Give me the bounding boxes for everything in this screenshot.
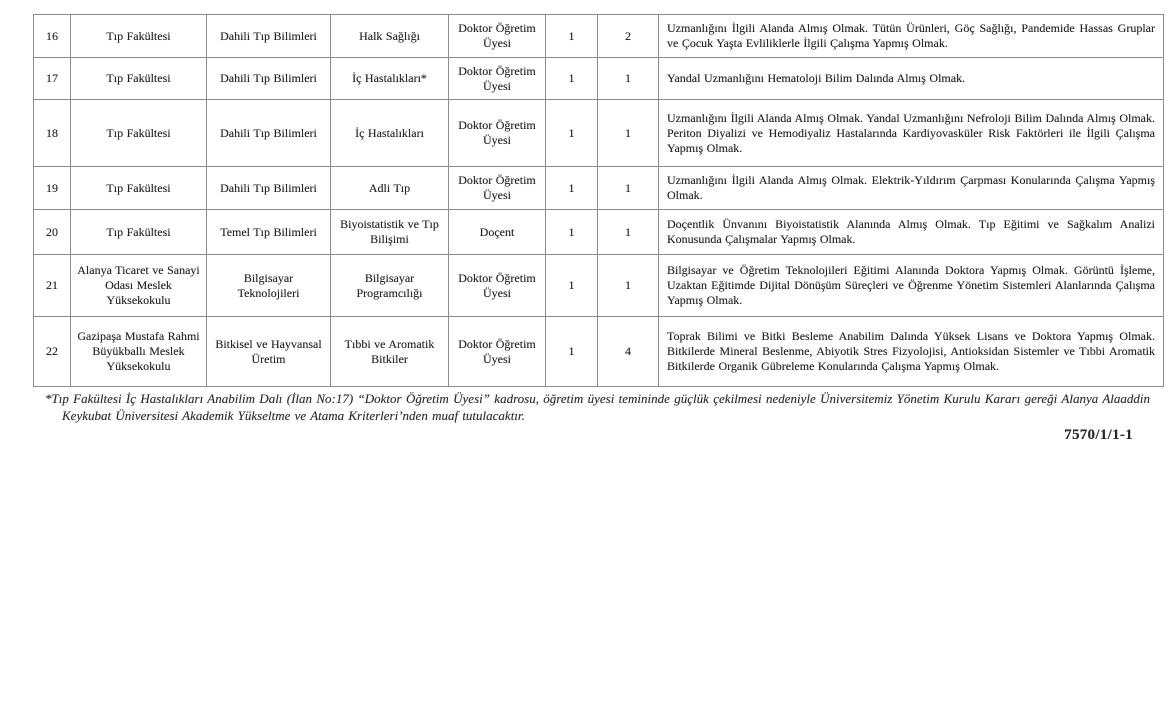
department-cell: Dahili Tıp Bilimleri (207, 167, 331, 210)
unit-cell: Gazipaşa Mustafa Rahmi Büyükballı Meslek Yüksekokulu (71, 317, 207, 387)
program-cell: Halk Sağlığı (331, 15, 449, 58)
program-cell: İç Hastalıkları (331, 100, 449, 167)
unit-cell: Tıp Fakültesi (71, 15, 207, 58)
no-cell: 22 (34, 317, 71, 387)
department-cell: Dahili Tıp Bilimleri (207, 100, 331, 167)
requirement-cell: Bilgisayar ve Öğretim Teknolojileri Eğitimi Alanında Doktora Yapmış Olmak. Görüntü İşleme, Uzaktan Eğitimde Dijital Dönüşüm Süreçleri ve Öğrenme Yönetim Sistemleri Alanlarında Çalışma Yapmış Olmak. (659, 255, 1164, 317)
department-cell: Temel Tıp Bilimleri (207, 210, 331, 255)
count-cell: 1 (598, 210, 659, 255)
department-cell: Bilgisayar Teknolojileri (207, 255, 331, 317)
table-row (34, 317, 1164, 387)
reference-number: 7570/1/1-1 (1064, 427, 1133, 443)
grade-cell: 1 (546, 58, 598, 100)
title-cell: Doktor Öğretim Üyesi (449, 15, 546, 58)
department-cell: Dahili Tıp Bilimleri (207, 15, 331, 58)
program-cell: Adli Tıp (331, 167, 449, 210)
program-cell: İç Hastalıkları* (331, 58, 449, 100)
unit-cell: Tıp Fakültesi (71, 210, 207, 255)
count-cell: 1 (598, 167, 659, 210)
program-cell: Tıbbi ve Aromatik Bitkiler (331, 317, 449, 387)
table-row (34, 100, 1164, 167)
grade-cell: 1 (546, 15, 598, 58)
no-cell: 20 (34, 210, 71, 255)
unit-cell: Alanya Ticaret ve Sanayi Odası Meslek Yüksekokulu (71, 255, 207, 317)
count-cell: 1 (598, 100, 659, 167)
table-row (34, 167, 1164, 210)
requirement-cell: Doçentlik Ünvanını Biyoistatistik Alanında Almış Olmak. Tıp Eğitimi ve Sağkalım Analizi Konusunda Çalışmalar Yapmış Olmak. (659, 210, 1164, 255)
requirement-cell: Toprak Bilimi ve Bitki Besleme Anabilim Dalında Yüksek Lisans ve Doktora Yapmış Olmak. Bitkilerde Mineral Beslenme, Abiyotik Stres Fizyolojisi, Antioksidan Sistemler ve Tıbbi Aromatik Bitkilerde Organik Gübreleme Konularında Çalışma Yapmış Olmak. (659, 317, 1164, 387)
no-cell: 19 (34, 167, 71, 210)
requirement-cell: Uzmanlığını İlgili Alanda Almış Olmak. Tütün Ürünleri, Göç Sağlığı, Pandemide Hassas Gruplar ve Çocuk Yaşta Evliliklerle İlgili Çalışma Yapmış Olmak. (659, 15, 1164, 58)
program-cell: Bilgisayar Programcılığı (331, 255, 449, 317)
requirement-cell: Uzmanlığını İlgili Alanda Almış Olmak. Elektrik-Yıldırım Çarpması Konularında Çalışma Yapmış Olmak. (659, 167, 1164, 210)
count-cell: 4 (598, 317, 659, 387)
grade-cell: 1 (546, 317, 598, 387)
no-cell: 21 (34, 255, 71, 317)
no-cell: 17 (34, 58, 71, 100)
unit-cell: Tıp Fakültesi (71, 58, 207, 100)
program-cell: Biyoistatistik ve Tıp Bilişimi (331, 210, 449, 255)
title-cell: Doçent (449, 210, 546, 255)
no-cell: 18 (34, 100, 71, 167)
table-row (34, 255, 1164, 317)
title-cell: Doktor Öğretim Üyesi (449, 100, 546, 167)
title-cell: Doktor Öğretim Üyesi (449, 167, 546, 210)
count-cell: 2 (598, 15, 659, 58)
no-cell: 16 (34, 15, 71, 58)
table-row (34, 210, 1164, 255)
title-cell: Doktor Öğretim Üyesi (449, 255, 546, 317)
footnote: *Tıp Fakültesi İç Hastalıkları Anabilim Dalı (İlan No:17) “Doktor Öğretim Üyesi” kadrosu, öğretim üyesi temininde güçlük çekilmesi nedeniyle Üniversitemiz Yönetim Kurulu Kararı gereği Alanya Alaaddin Keykubat Üniversitesi Akademik Yükseltme ve Atama Kriterleri’nden muaf tutulacaktır. (45, 391, 1150, 423)
department-cell: Dahili Tıp Bilimleri (207, 58, 331, 100)
table-row (34, 58, 1164, 100)
grade-cell: 1 (546, 255, 598, 317)
requirement-cell: Uzmanlığını İlgili Alanda Almış Olmak. Yandal Uzmanlığını Nefroloji Bilim Dalında Almış Olmak. Periton Diyalizi ve Hemodiyaliz Hastalarında Kardiyovasküler Risk Faktörleri ile İlgili Çalışma Yapmış Olmak. (659, 100, 1164, 167)
title-cell: Doktor Öğretim Üyesi (449, 317, 546, 387)
table-row (34, 15, 1164, 58)
kadro-table (33, 14, 1164, 387)
requirement-cell: Yandal Uzmanlığını Hematoloji Bilim Dalında Almış Olmak. (659, 58, 1164, 100)
grade-cell: 1 (546, 167, 598, 210)
count-cell: 1 (598, 58, 659, 100)
department-cell: Bitkisel ve Hayvansal Üretim (207, 317, 331, 387)
grade-cell: 1 (546, 210, 598, 255)
title-cell: Doktor Öğretim Üyesi (449, 58, 546, 100)
unit-cell: Tıp Fakültesi (71, 167, 207, 210)
count-cell: 1 (598, 255, 659, 317)
unit-cell: Tıp Fakültesi (71, 100, 207, 167)
grade-cell: 1 (546, 100, 598, 167)
